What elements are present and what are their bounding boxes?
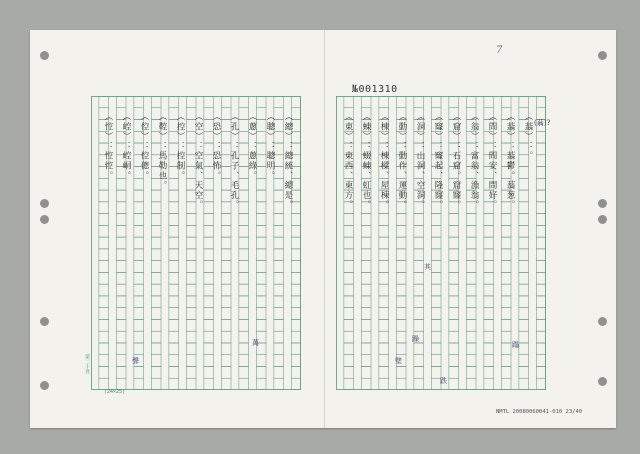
- left-page-column: （鞚）：馬勒也。: [157, 112, 167, 191]
- binder-hole: [598, 215, 607, 224]
- right-page-column: （問）：問安、問好。: [487, 112, 497, 210]
- right-page-column: （蓊）：。: [523, 112, 533, 161]
- archive-id: NMTL 20080060041-010 23/40: [496, 409, 583, 415]
- binder-hole: [40, 51, 49, 60]
- margin-page-mark: 7: [496, 45, 503, 56]
- binder-hole: [40, 199, 49, 208]
- margin-note: 聲: [132, 357, 139, 365]
- right-page-column: （翁）：富翁、漁翁。: [469, 112, 479, 210]
- binder-hole: [598, 377, 607, 386]
- margin-note: 蹋: [512, 341, 519, 349]
- binder-hole: [40, 317, 49, 326]
- page-label: 第二十頁: [84, 354, 90, 374]
- form-code: (24×25): [104, 389, 126, 395]
- margin-note: 躁: [412, 335, 419, 343]
- left-page-column: （恐）：恐怖。: [211, 112, 221, 181]
- right-page-column: （東）：東西、東方。: [343, 112, 353, 210]
- binder-hole: [598, 51, 607, 60]
- right-page-column: （窿）：窿起、隆窿。: [433, 112, 443, 210]
- binder-hole: [40, 215, 49, 224]
- right-page-column: （洞）：山洞、空洞。: [415, 112, 425, 210]
- left-page-column: （孔）：孔子、毛孔。: [229, 112, 239, 210]
- right-page-column: （棟）：棟樑、屋棟。: [379, 112, 389, 210]
- left-page-column: （倥）：倥傯。: [139, 112, 149, 181]
- margin-note: 壁: [395, 357, 402, 365]
- binder-hole: [40, 381, 49, 390]
- left-page-column: （蔥）：蔥綠。: [247, 112, 257, 181]
- margin-note: (蓊)?: [534, 119, 551, 127]
- binder-hole: [598, 317, 607, 326]
- margin-note: 跌: [440, 377, 447, 385]
- left-page-column: （總）：總統、總是。: [283, 112, 293, 210]
- left-page-column: （悾）：悾悾。: [103, 112, 113, 181]
- right-page-column: （蓊）：蓊鬱。蓊葱。: [505, 112, 515, 210]
- left-page-column: （聰）：聰明。: [265, 112, 275, 181]
- binder-hole: [598, 199, 607, 208]
- right-page-column: （窟）：石窟。窟窿。: [451, 112, 461, 210]
- left-page-column: （控）：控制。: [175, 112, 185, 181]
- margin-note: 其: [424, 263, 431, 271]
- right-page-column: （蝀）：蝃蝀、虹也。: [361, 112, 371, 210]
- margin-note: 萬: [252, 339, 259, 347]
- left-page-column: （崆）：崆峒。: [121, 112, 131, 181]
- right-page-column: （動）：動作、運動。: [397, 112, 407, 210]
- document-number: №001310: [352, 84, 398, 95]
- left-page-column: （空）：空氣、天空。: [193, 112, 203, 210]
- center-fold: [324, 30, 325, 428]
